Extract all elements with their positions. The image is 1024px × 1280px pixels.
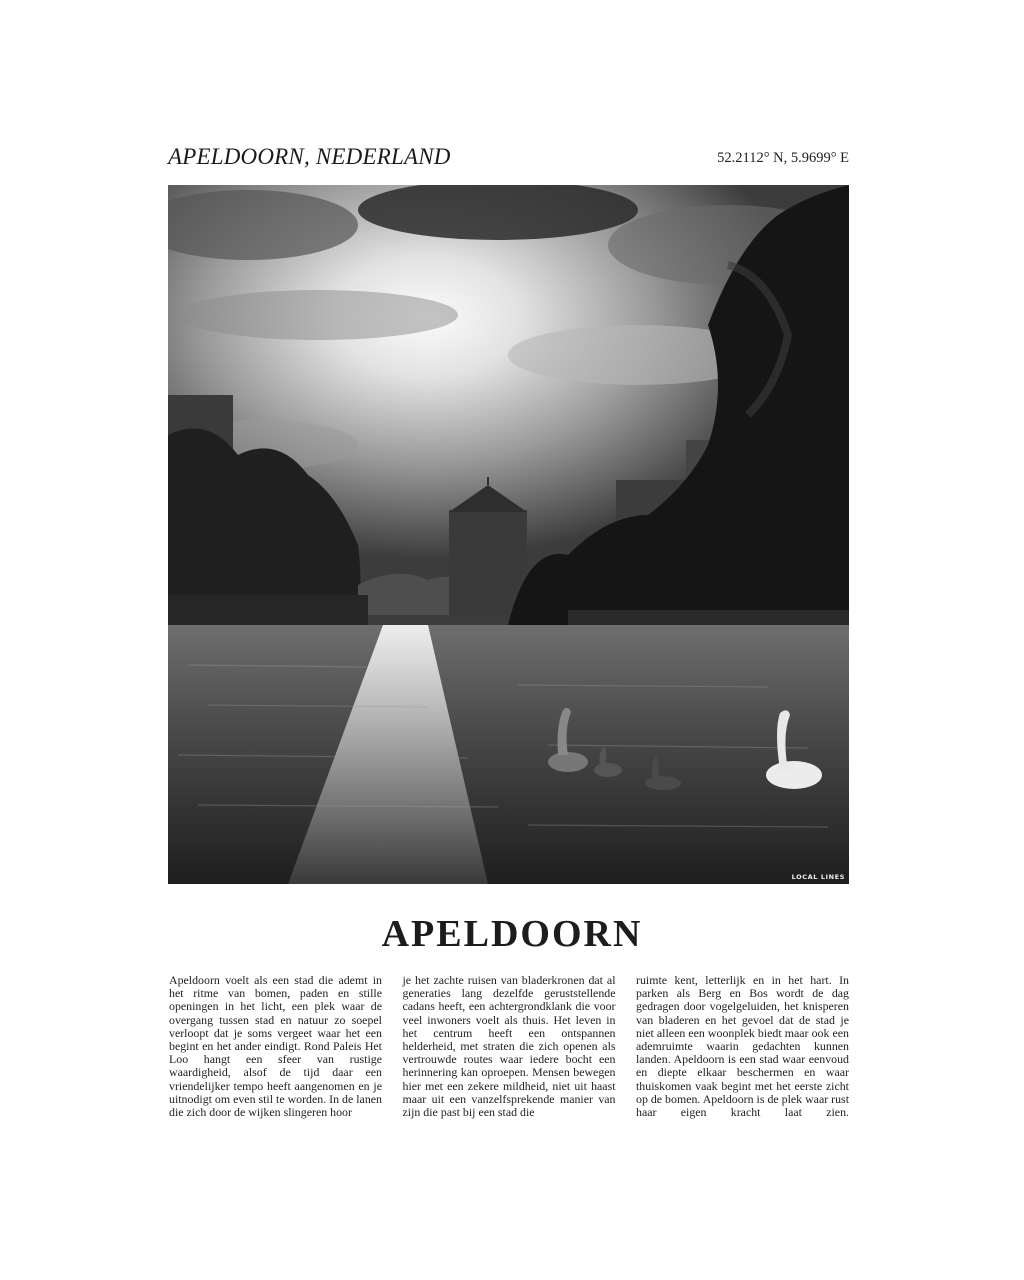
text-column-1: Apeldoorn voelt als een stad die ademt in het ritme van bomen, paden en stille openingen in het licht, een plek waar de overgang tussen stad en natuur zo soepel verloopt dat je soms vergeet waar het een begint en het ander eindigt. Rond Paleis Het Loo hangt een sfeer van rustige waardigheid, alsof de tijd daar een vriendelijker tempo heeft aangenomen en je uitnodigt om even stil te worden. In de lanen die zich door de wijken slingeren hoor xyxy=(169,973,382,1120)
canal-photo xyxy=(168,185,849,884)
photo-illustration xyxy=(168,185,849,884)
body-text xyxy=(169,974,849,1119)
text-column-2: je het zachte ruisen van bladerkronen dat al generaties lang dezelfde geruststellende cadans heeft, een achtergrondklank die voor veel inwoners voelt als thuis. Het leven in het centrum heeft een ontspannen helderheid, met straten die zich openen als vertrouwde routes waar iedere bocht een herinnering kan oproepen. Mensen bewegen hier met een zekere mildheid, niet uit haast maar uit een vanzelfsprekende manier van zijn die past bij een stad die xyxy=(402,973,616,1120)
watermark-label: LOCAL LINES xyxy=(791,873,845,881)
location-heading: APELDOORN, NEDERLAND xyxy=(168,144,451,169)
text-column-3: ruimte kent, letterlijk en in het hart. In parken als Berg en Bos wordt de dag gedragen door vogelgeluiden, het knisperen van bladeren en het gevoel dat de stad je niet alleen een woonplek biedt maar ook een ademruimte waarin gedachten kunnen landen. Apeldoorn is een stad waar eenvoud en diepte elkaar beschermen en waar thuiskomen vaak begint met het eerste zicht op de bomen. Apeldoorn is de plek waar rust haar eigen kracht laat zien. xyxy=(636,973,849,1120)
page-title: APELDOORN xyxy=(381,913,643,955)
coordinates-label: 52.2112° N, 5.9699° E xyxy=(717,150,849,166)
